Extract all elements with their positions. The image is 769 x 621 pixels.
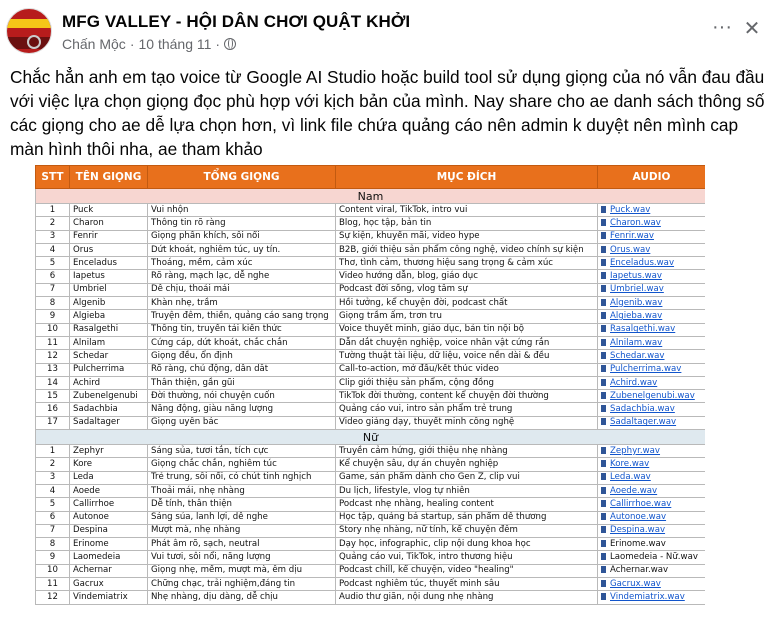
cell-audio-link[interactable] <box>598 310 706 323</box>
cell-tone: Giọng phấn khích, sôi nổi <box>148 230 336 243</box>
cell-stt: 12 <box>36 591 70 604</box>
cell-purpose: Dẫn dắt chuyện nghiệp, voice nhân vật cứng rắn <box>336 336 598 349</box>
table-row <box>36 323 706 336</box>
cell-stt: 9 <box>36 310 70 323</box>
cell-audio-link[interactable] <box>598 416 706 429</box>
file-icon <box>601 500 606 507</box>
table-row <box>36 578 706 591</box>
table-row <box>36 484 706 497</box>
cell-purpose: Video giảng dạy, thuyết minh công nghệ <box>336 416 598 429</box>
cell-tone: Giọng nhẹ, mềm, mượt mà, êm dịu <box>148 564 336 577</box>
post-image[interactable] <box>35 165 705 621</box>
cell-audio-link[interactable] <box>598 390 706 403</box>
post-body: Chắc hẳn anh em tạo voice từ Google AI Studio hoặc build tool sử dụng giọng của nó vẫn đau đầu với việc lựa chọn giọng đọc phù hợp với kịch bản của mình. Nay share cho ae danh sách thông số các giọng cho ae dễ lựa chọn hơn, vì link file chứa quảng cáo nên admin k duyệt nên mình cap màn hình thôi nha, ae tham khảo <box>10 67 765 159</box>
cell-tone: Vui nhộn <box>148 204 336 217</box>
cell-purpose: Audio thư giãn, nội dung nhẹ nhàng <box>336 591 598 604</box>
file-icon <box>601 325 606 332</box>
table-row <box>36 416 706 429</box>
file-icon <box>601 392 606 399</box>
cell-purpose: Thơ, tình cảm, thương hiệu sang trọng & cảm xúc <box>336 257 598 270</box>
cell-name: Callirrhoe <box>70 498 148 511</box>
cell-audio-link[interactable] <box>598 230 706 243</box>
cell-purpose: Quảng cáo vui, intro sản phẩm trẻ trung <box>336 403 598 416</box>
cell-audio-link[interactable] <box>598 217 706 230</box>
cell-purpose: Call-to-action, mở đầu/kết thúc video <box>336 363 598 376</box>
cell-stt: 1 <box>36 445 70 458</box>
group-avatar[interactable] <box>6 8 52 54</box>
cell-purpose: Game, sản phẩm dành cho Gen Z, clip vui <box>336 471 598 484</box>
cell-tone: Dứt khoát, nghiêm túc, uy tín. <box>148 243 336 256</box>
table-row <box>36 217 706 230</box>
post-meta <box>62 36 236 52</box>
cell-name: Leda <box>70 471 148 484</box>
cell-tone: Phát âm rõ, sạch, neutral <box>148 538 336 551</box>
post-date[interactable]: 10 tháng 11 <box>138 36 212 52</box>
file-icon <box>601 259 606 266</box>
cell-audio-link[interactable] <box>598 551 706 564</box>
cell-audio-link[interactable] <box>598 498 706 511</box>
table-row <box>36 564 706 577</box>
audio-file-name: Kore.wav <box>610 458 650 469</box>
file-icon <box>601 540 606 547</box>
audio-file-name: Enceladus.wav <box>610 257 675 268</box>
cell-name: Charon <box>70 217 148 230</box>
audio-file-name: Sadaltager.wav <box>610 417 677 428</box>
file-icon <box>601 566 606 573</box>
cell-purpose: Content viral, TikTok, intro vui <box>336 204 598 217</box>
cell-audio-link[interactable] <box>598 243 706 256</box>
cell-purpose: Podcast nhẹ nhàng, healing content <box>336 498 598 511</box>
file-icon <box>601 418 606 425</box>
section-title: Nam <box>36 189 706 204</box>
cell-audio-link[interactable] <box>598 297 706 310</box>
cell-tone: Vui tươi, sôi nổi, năng lượng <box>148 551 336 564</box>
cell-stt: 14 <box>36 376 70 389</box>
table-row <box>36 336 706 349</box>
cell-tone: Thông tin rõ ràng <box>148 217 336 230</box>
table-row <box>36 591 706 604</box>
file-icon <box>601 299 606 306</box>
table-row <box>36 524 706 537</box>
cell-tone: Rõ ràng, chủ động, dẫn dắt <box>148 363 336 376</box>
table-row <box>36 538 706 551</box>
audio-file-name: Despina.wav <box>610 525 666 536</box>
avatar-wheel <box>27 35 41 49</box>
more-options-button[interactable]: ··· <box>712 16 732 38</box>
file-icon <box>601 460 606 467</box>
cell-audio-link[interactable] <box>598 511 706 524</box>
meta-separator-2: · <box>215 36 221 52</box>
cell-tone: Thông tin, truyền tải kiến thức <box>148 323 336 336</box>
cell-name: Despina <box>70 524 148 537</box>
cell-name: Orus <box>70 243 148 256</box>
audio-file-name: Vindemiatrix.wav <box>610 591 685 602</box>
cell-purpose: Podcast chill, kể chuyện, video "healing" <box>336 564 598 577</box>
table-row <box>36 270 706 283</box>
cell-name: Alnilam <box>70 336 148 349</box>
cell-tone: Đời thường, nói chuyện cuốn <box>148 390 336 403</box>
audio-file-name: Sadachbia.wav <box>610 404 675 415</box>
cell-tone: Mượt mà, nhẹ nhàng <box>148 524 336 537</box>
audio-file-name: Zubenelgenubi.wav <box>610 390 695 401</box>
cell-purpose: Truyền cảm hứng, giới thiệu nhẹ nhàng <box>336 445 598 458</box>
audio-file-name: Fenrir.wav <box>610 231 654 242</box>
cell-audio-link[interactable] <box>598 363 706 376</box>
cell-purpose: Clip giới thiệu sản phẩm, cộng đồng <box>336 376 598 389</box>
file-icon <box>601 553 606 560</box>
cell-stt: 11 <box>36 578 70 591</box>
cell-stt: 4 <box>36 243 70 256</box>
table-row <box>36 511 706 524</box>
table-row <box>36 498 706 511</box>
audio-file-name: Aoede.wav <box>610 485 658 496</box>
cell-name: Schedar <box>70 350 148 363</box>
file-icon <box>601 206 606 213</box>
cell-name: Sadachbia <box>70 403 148 416</box>
cell-name: Sadaltager <box>70 416 148 429</box>
table-row <box>36 471 706 484</box>
cell-purpose: Voice thuyết minh, giáo dục, bản tin nội bộ <box>336 323 598 336</box>
header-audio: AUDIO <box>598 166 706 189</box>
audio-file-name: Gacrux.wav <box>610 578 661 589</box>
cell-stt: 2 <box>36 217 70 230</box>
cell-audio-link[interactable] <box>598 458 706 471</box>
cell-stt: 12 <box>36 350 70 363</box>
cell-name: Algenib <box>70 297 148 310</box>
cell-tone: Cứng cáp, dứt khoát, chắc chắn <box>148 336 336 349</box>
audio-file-name: Autonoe.wav <box>610 512 667 523</box>
file-icon <box>601 580 606 587</box>
table-row <box>36 350 706 363</box>
cell-stt: 13 <box>36 363 70 376</box>
post-header <box>0 0 769 60</box>
cell-name: Pulcherrima <box>70 363 148 376</box>
table-row <box>36 445 706 458</box>
table-row <box>36 551 706 564</box>
cell-name: Vindemiatrix <box>70 591 148 604</box>
cell-name: Enceladus <box>70 257 148 270</box>
cell-audio-link[interactable] <box>598 564 706 577</box>
cell-stt: 15 <box>36 390 70 403</box>
cell-audio-link[interactable] <box>598 376 706 389</box>
audio-file-name: Laomedeia - Nữ.wav <box>610 552 698 563</box>
audio-file-name: Callirrhoe.wav <box>610 498 672 509</box>
cell-audio-link[interactable] <box>598 538 706 551</box>
cell-tone: Rõ ràng, mạch lạc, dễ nghe <box>148 270 336 283</box>
cell-purpose: Podcast đời sống, vlog tâm sự <box>336 283 598 296</box>
cell-stt: 9 <box>36 551 70 564</box>
audio-file-name: Zephyr.wav <box>610 445 661 456</box>
cell-audio-link[interactable] <box>598 578 706 591</box>
cell-purpose: TikTok đời thường, content kể chuyện đời thường <box>336 390 598 403</box>
file-icon <box>601 405 606 412</box>
section-title: Nữ <box>36 430 706 445</box>
cell-stt: 4 <box>36 484 70 497</box>
cell-stt: 16 <box>36 403 70 416</box>
cell-tone: Khàn nhẹ, trầm <box>148 297 336 310</box>
cell-name: Umbriel <box>70 283 148 296</box>
cell-tone: Sáng sủa, tươi tắn, tích cực <box>148 445 336 458</box>
audio-file-name: Charon.wav <box>610 217 661 228</box>
author-name[interactable]: Chấn Mộc <box>62 36 126 52</box>
cell-tone: Truyện đêm, thiền, quảng cáo sang trọng <box>148 310 336 323</box>
cell-purpose: Blog, học tập, bản tin <box>336 217 598 230</box>
file-icon <box>601 339 606 346</box>
file-icon <box>601 352 606 359</box>
cell-tone: Năng động, giàu năng lượng <box>148 403 336 416</box>
header-name: TÊN GIỌNG <box>70 166 148 189</box>
table-row <box>36 458 706 471</box>
close-icon[interactable]: ✕ <box>743 18 761 40</box>
cell-audio-link[interactable] <box>598 484 706 497</box>
cell-stt: 7 <box>36 524 70 537</box>
file-icon <box>601 487 606 494</box>
cell-stt: 8 <box>36 297 70 310</box>
cell-audio-link[interactable] <box>598 591 706 604</box>
cell-name: Achird <box>70 376 148 389</box>
cell-purpose: Quảng cáo vui, TikTok, intro thương hiệu <box>336 551 598 564</box>
table-body <box>36 189 706 605</box>
cell-stt: 2 <box>36 458 70 471</box>
cell-stt: 5 <box>36 257 70 270</box>
audio-file-name: Umbriel.wav <box>610 284 664 295</box>
cell-name: Achernar <box>70 564 148 577</box>
cell-tone: Dễ chịu, thoải mái <box>148 283 336 296</box>
table-row <box>36 310 706 323</box>
cell-purpose: Video hướng dẫn, blog, giáo dục <box>336 270 598 283</box>
cell-purpose: Podcast nghiêm túc, thuyết minh sâu <box>336 578 598 591</box>
cell-stt: 10 <box>36 323 70 336</box>
cell-audio-link[interactable] <box>598 204 706 217</box>
cell-audio-link[interactable] <box>598 336 706 349</box>
cell-name: Erinome <box>70 538 148 551</box>
cell-stt: 7 <box>36 283 70 296</box>
audio-file-name: Achernar.wav <box>610 565 669 576</box>
avatar-banner <box>7 19 51 28</box>
audio-file-name: Leda.wav <box>610 472 651 483</box>
section-row <box>36 189 706 204</box>
table-row <box>36 376 706 389</box>
cell-purpose: Story nhẹ nhàng, nữ tính, kể chuyện đêm <box>336 524 598 537</box>
cell-purpose: Kể chuyện sâu, dự án chuyên nghiệp <box>336 458 598 471</box>
cell-stt: 6 <box>36 511 70 524</box>
cell-tone: Thân thiện, gần gũi <box>148 376 336 389</box>
table-row <box>36 363 706 376</box>
cell-name: Kore <box>70 458 148 471</box>
cell-tone: Giọng đều, ổn định <box>148 350 336 363</box>
cell-tone: Nhẹ nhàng, dịu dàng, dễ chịu <box>148 591 336 604</box>
file-icon <box>601 246 606 253</box>
section-row <box>36 430 706 445</box>
cell-name: Gacrux <box>70 578 148 591</box>
voices-table <box>35 165 705 605</box>
cell-name: Fenrir <box>70 230 148 243</box>
audio-file-name: Schedar.wav <box>610 350 665 361</box>
audio-file-name: Rasalgethi.wav <box>610 324 676 335</box>
cell-name: Zephyr <box>70 445 148 458</box>
audio-file-name: Orus.wav <box>610 244 651 255</box>
cell-stt: 3 <box>36 230 70 243</box>
cell-purpose: Tường thuật tài liệu, dữ liệu, voice nền dài & đều <box>336 350 598 363</box>
header-stt: STT <box>36 166 70 189</box>
file-icon <box>601 513 606 520</box>
meta-separator: · <box>129 36 135 52</box>
cell-stt: 1 <box>36 204 70 217</box>
audio-file-name: Iapetus.wav <box>610 271 662 282</box>
cell-name: Zubenelgenubi <box>70 390 148 403</box>
table-header-row <box>36 166 706 189</box>
cell-name: Rasalgethi <box>70 323 148 336</box>
table-row <box>36 283 706 296</box>
table-row <box>36 403 706 416</box>
group-name[interactable]: MFG VALLEY - HỘI DÂN CHƠI QUẬT KHỞI <box>62 12 411 31</box>
globe-icon <box>224 38 236 50</box>
cell-tone: Sáng sủa, lanh lợi, dễ nghe <box>148 511 336 524</box>
file-icon <box>601 219 606 226</box>
file-icon <box>601 526 606 533</box>
cell-tone: Thoáng, mềm, cảm xúc <box>148 257 336 270</box>
cell-name: Iapetus <box>70 270 148 283</box>
file-icon <box>601 447 606 454</box>
cell-purpose: Hồi tưởng, kể chuyện đời, podcast chất <box>336 297 598 310</box>
cell-audio-link[interactable] <box>598 323 706 336</box>
header-tone: TỔNG GIỌNG <box>148 166 336 189</box>
cell-audio-link[interactable] <box>598 350 706 363</box>
table-row <box>36 257 706 270</box>
cell-name: Aoede <box>70 484 148 497</box>
header-purpose: MỤC ĐÍCH <box>336 166 598 189</box>
audio-file-name: Puck.wav <box>610 204 651 215</box>
file-icon <box>601 379 606 386</box>
audio-file-name: Alnilam.wav <box>610 337 663 348</box>
audio-file-name: Algenib.wav <box>610 297 663 308</box>
file-icon <box>601 285 606 292</box>
cell-tone: Chững chạc, trải nghiệm,đáng tin <box>148 578 336 591</box>
table-row <box>36 390 706 403</box>
file-icon <box>601 232 606 239</box>
audio-file-name: Erinome.wav <box>610 538 666 549</box>
cell-name: Autonoe <box>70 511 148 524</box>
audio-file-name: Pulcherrima.wav <box>610 364 682 375</box>
audio-file-name: Achird.wav <box>610 377 658 388</box>
cell-purpose: Giọng trầm ấm, trơn tru <box>336 310 598 323</box>
cell-stt: 10 <box>36 564 70 577</box>
cell-audio-link[interactable] <box>598 524 706 537</box>
cell-audio-link[interactable] <box>598 270 706 283</box>
cell-stt: 11 <box>36 336 70 349</box>
cell-tone: Giọng chắc chắn, nghiêm túc <box>148 458 336 471</box>
cell-stt: 17 <box>36 416 70 429</box>
cell-tone: Dễ tính, thân thiện <box>148 498 336 511</box>
table-row <box>36 297 706 310</box>
cell-audio-link[interactable] <box>598 403 706 416</box>
file-icon <box>601 473 606 480</box>
cell-tone: Thoải mái, nhẹ nhàng <box>148 484 336 497</box>
cell-purpose: B2B, giới thiệu sản phẩm công nghệ, video chính sự kiện <box>336 243 598 256</box>
cell-purpose: Du lịch, lifestyle, vlog tự nhiên <box>336 484 598 497</box>
file-icon <box>601 272 606 279</box>
table-row <box>36 204 706 217</box>
cell-tone: Giọng uyên bác <box>148 416 336 429</box>
cell-purpose: Học tập, quảng bá startup, sản phẩm dễ thương <box>336 511 598 524</box>
cell-stt: 3 <box>36 471 70 484</box>
cell-audio-link[interactable] <box>598 471 706 484</box>
cell-purpose: Sự kiện, khuyến mãi, video hype <box>336 230 598 243</box>
cell-stt: 5 <box>36 498 70 511</box>
cell-stt: 8 <box>36 538 70 551</box>
file-icon <box>601 312 606 319</box>
cell-name: Laomedeia <box>70 551 148 564</box>
cell-stt: 6 <box>36 270 70 283</box>
cell-tone: Trẻ trung, sôi nổi, có chút tinh nghịch <box>148 471 336 484</box>
table-row <box>36 243 706 256</box>
file-icon <box>601 365 606 372</box>
cell-audio-link[interactable] <box>598 257 706 270</box>
cell-name: Algieba <box>70 310 148 323</box>
cell-audio-link[interactable] <box>598 445 706 458</box>
table-row <box>36 230 706 243</box>
audio-file-name: Algieba.wav <box>610 311 663 322</box>
cell-audio-link[interactable] <box>598 283 706 296</box>
file-icon <box>601 593 606 600</box>
cell-purpose: Dạy học, infographic, clip nội dung khoa học <box>336 538 598 551</box>
cell-name: Puck <box>70 204 148 217</box>
